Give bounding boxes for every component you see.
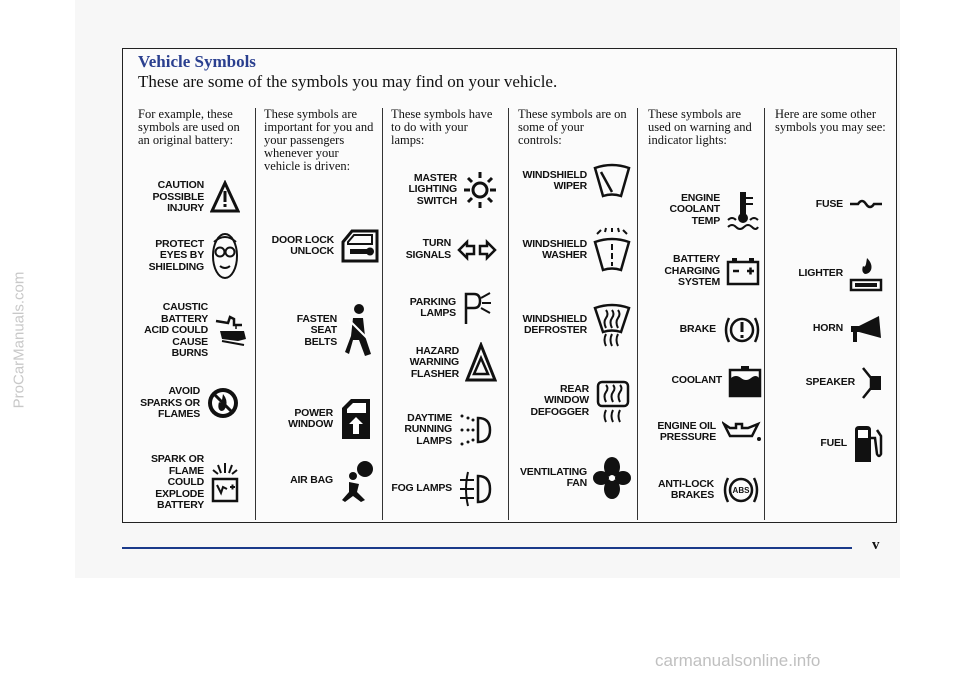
page-title: Vehicle Symbols [138,52,256,71]
horn-icon [849,312,883,346]
symbol-engine-coolant-temp [640,190,760,230]
symbol-label: HAZARD WARNING FLASHER [409,344,459,380]
exploding-battery-icon [210,461,240,505]
symbol-rear-defogger [505,378,631,424]
symbol-windshield-washer [505,226,631,274]
washer-icon [593,226,631,274]
fuel-pump-icon [853,424,883,464]
symbol-turn-signals [382,238,497,261]
symbol-label: CAUSTIC BATTERY ACID COULD CAUSE BURNS [144,301,208,359]
defroster-icon [593,302,631,348]
acid-hand-icon [214,311,250,351]
wiper-icon [593,162,631,200]
symbol-battery-charging [640,254,760,289]
side-watermark-text: ProCarManuals.com [10,271,28,409]
power-window-icon [339,396,373,442]
symbol-protect-eyes [130,228,240,284]
symbol-engine-oil-pressure [640,420,762,444]
symbol-speaker [765,366,883,400]
symbol-label: PARKING LAMPS [409,295,456,319]
no-flame-icon [206,386,240,420]
symbol-label: FUSE [815,198,843,211]
column-intro: For example, these symbols are used on an original battery: [138,107,240,147]
symbol-parking-lamps [382,290,492,326]
symbol-label: COOLANT [671,374,722,387]
symbol-label: SPARK OR FLAME COULD EXPLODE BATTERY [150,453,204,511]
symbol-anti-lock-brakes [640,472,762,508]
column-intro: These symbols are important for you and your passengers whenever your vehicle is driven: [264,107,374,173]
lighter-icon [849,256,883,292]
fan-icon [593,456,631,500]
column-divider [637,108,638,520]
goggles-face-icon [210,228,240,284]
column-intro: Here are some other symbols you may see: [775,107,886,134]
side-watermark [8,40,30,640]
symbol-fog-lamps [382,470,492,508]
fog-lamps-icon [458,470,492,508]
coolant-temp-icon [726,190,760,230]
hazard-triangle-icon [465,342,497,384]
symbol-label: WINDSHIELD WASHER [522,237,587,261]
symbol-avoid-flames [130,386,240,421]
coolant-level-icon [728,364,762,398]
symbol-power-window [255,396,373,442]
symbol-label: TURN SIGNALS [405,237,451,261]
battery-icon [726,256,760,286]
bottom-watermark: carmanualsonline.info [655,651,821,670]
symbol-air-bag [255,458,373,504]
parking-lamps-icon [462,290,492,326]
symbol-lighter [765,256,883,292]
door-lock-icon [340,228,380,264]
symbol-brake [640,312,762,348]
svg-text:ABS: ABS [732,486,750,495]
symbol-door-lock [255,228,380,264]
column-intro: These symbols have to do with your lamps: [391,107,493,147]
symbol-horn [765,312,883,346]
page-number: v [872,537,880,553]
symbol-label: PROTECT EYES BY SHIELDING [148,237,204,273]
brake-warning-icon [722,312,762,348]
abs-icon [720,472,762,508]
symbol-label: ENGINE COOLANT TEMP [669,191,720,227]
symbol-fuel [765,424,883,464]
symbol-label: ANTI-LOCK BRAKES [658,477,714,501]
symbol-coolant [640,364,762,398]
seatbelt-icon [343,302,373,360]
column-intro: These symbols are used on warning and indicator lights: [648,107,752,147]
symbol-label: DOOR LOCK UNLOCK [271,233,334,257]
symbol-label: SPEAKER [805,376,855,389]
symbol-windshield-defroster [505,302,631,348]
symbol-label: AIR BAG [290,474,333,487]
symbol-label: DAYTIME RUNNING LAMPS [404,411,452,447]
symbol-explode-battery [130,454,240,512]
master-lighting-icon [463,170,497,210]
symbol-label: REAR WINDOW DEFOGGER [530,382,589,418]
symbol-label: BATTERY CHARGING SYSTEM [664,253,720,288]
symbol-caustic-acid [130,302,250,360]
symbol-label: WINDSHIELD WIPER [522,168,587,192]
symbol-master-lighting [382,170,497,210]
symbol-label: FUEL [820,437,847,450]
footer-rule [122,547,852,549]
symbol-fuse [765,196,883,214]
symbol-label: VENTILATING FAN [519,465,587,489]
symbol-hazard-flasher [382,342,497,384]
symbol-label: AVOID SPARKS OR FLAMES [140,385,200,420]
airbag-icon [339,458,373,504]
fuse-icon [849,196,883,214]
symbol-label: ENGINE OIL PRESSURE [657,419,716,443]
speaker-icon [861,366,883,400]
symbol-label: BRAKE [679,323,716,336]
daytime-running-lamps-icon [458,410,492,450]
symbol-caution [130,180,240,215]
symbol-label: CAUTION POSSIBLE INJURY [152,179,204,214]
oil-can-icon [722,420,762,444]
column-intro: These symbols are on some of your controls: [518,107,627,147]
symbol-label: FASTEN SEAT BELTS [296,312,337,348]
symbol-label: MASTER LIGHTING SWITCH [408,171,457,207]
symbol-windshield-wiper [505,162,631,200]
symbol-label: HORN [812,322,843,335]
symbol-label: FOG LAMPS [391,482,452,495]
turn-signals-icon [457,239,497,261]
symbol-label: POWER WINDOW [288,406,333,430]
symbol-label: WINDSHIELD DEFROSTER [522,312,587,336]
page-subtitle: These are some of the symbols you may find on your vehicle. [138,72,558,91]
symbol-seat-belts [255,302,373,360]
symbol-ventilating-fan [505,456,631,500]
caution-triangle-icon [210,180,240,214]
symbol-daytime-running-lamps [382,410,492,450]
rear-defogger-icon [595,378,631,424]
symbol-label: LIGHTER [798,267,843,280]
